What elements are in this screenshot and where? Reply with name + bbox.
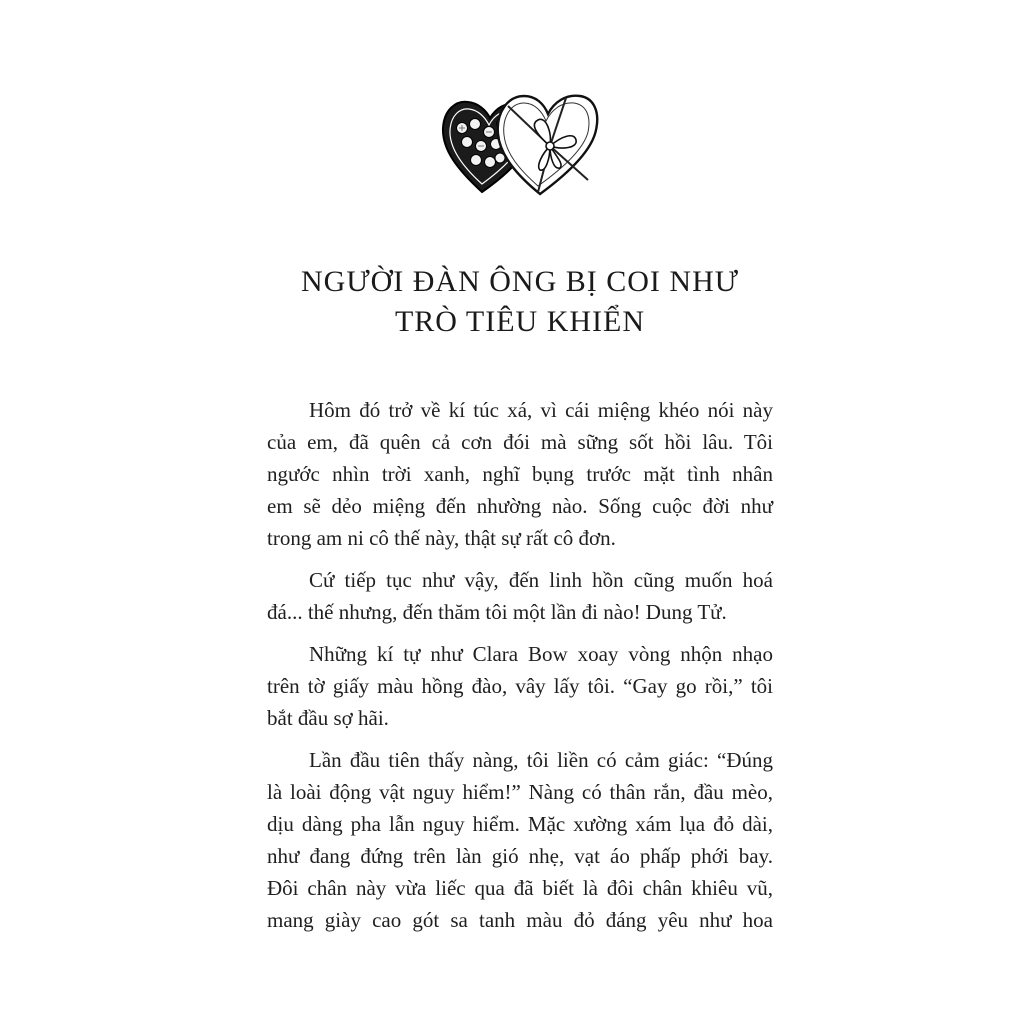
paragraph [267,564,773,628]
heart-chocolate-box-icon [438,84,600,198]
chapter-title-line: TRÒ TIÊU KHIỂN [394,305,646,338]
text-line: của em, đã quên cả cơn đói mà sững sốt hồi lâu. Tôi [267,430,773,454]
text-line: là loài động vật nguy hiểm!” Nàng có thân rắn, đầu mèo, [267,780,773,804]
text-line: Hôm đó trở về kí túc xá, vì cái miệng khéo nói này [309,398,773,422]
text-line: em sẽ dẻo miệng đến nhường nào. Sống cuộc đời như [267,494,773,518]
text-line: ngước nhìn trời xanh, nghĩ bụng trước mặt tình nhân [267,462,773,486]
chapter-title-line: NGƯỜI ĐÀN ÔNG BỊ COI NHƯ [300,265,740,298]
text-line: Đôi chân này vừa liếc qua đã biết là đôi chân khiêu vũ, [267,876,773,900]
paragraph [267,638,773,734]
paragraph [267,744,773,936]
text-line: Lần đầu tiên thấy nàng, tôi liền có cảm giác: “Đúng [309,748,773,772]
text-line: trong am ni cô thế này, thật sự rất cô đơn. [267,526,616,550]
heart-lid-icon [498,96,597,194]
text-line: Cứ tiếp tục như vậy, đến linh hồn cũng muốn hoá [309,568,773,592]
text-line: như đang đứng trên làn gió nhẹ, vạt áo phấp phới bay. [267,844,773,868]
paragraph [267,394,773,554]
text-line: Những kí tự như Clara Bow xoay vòng nhộn nhạo [309,642,773,666]
text-line: trên tờ giấy màu hồng đào, vây lấy tôi. “Gay go rồi,” tôi [267,674,773,698]
text-line: mang giày cao gót sa tanh màu đỏ đáng yêu như hoa [267,908,773,932]
text-line: bắt đầu sợ hãi. [267,706,389,730]
body-text [267,394,773,946]
chapter-title [0,262,1024,342]
text-line: đá... thế nhưng, đến thăm tôi một lần đi nào! Dung Tử. [267,600,727,624]
text-line: dịu dàng pha lẫn nguy hiểm. Mặc xường xám lụa đỏ dài, [267,812,773,836]
